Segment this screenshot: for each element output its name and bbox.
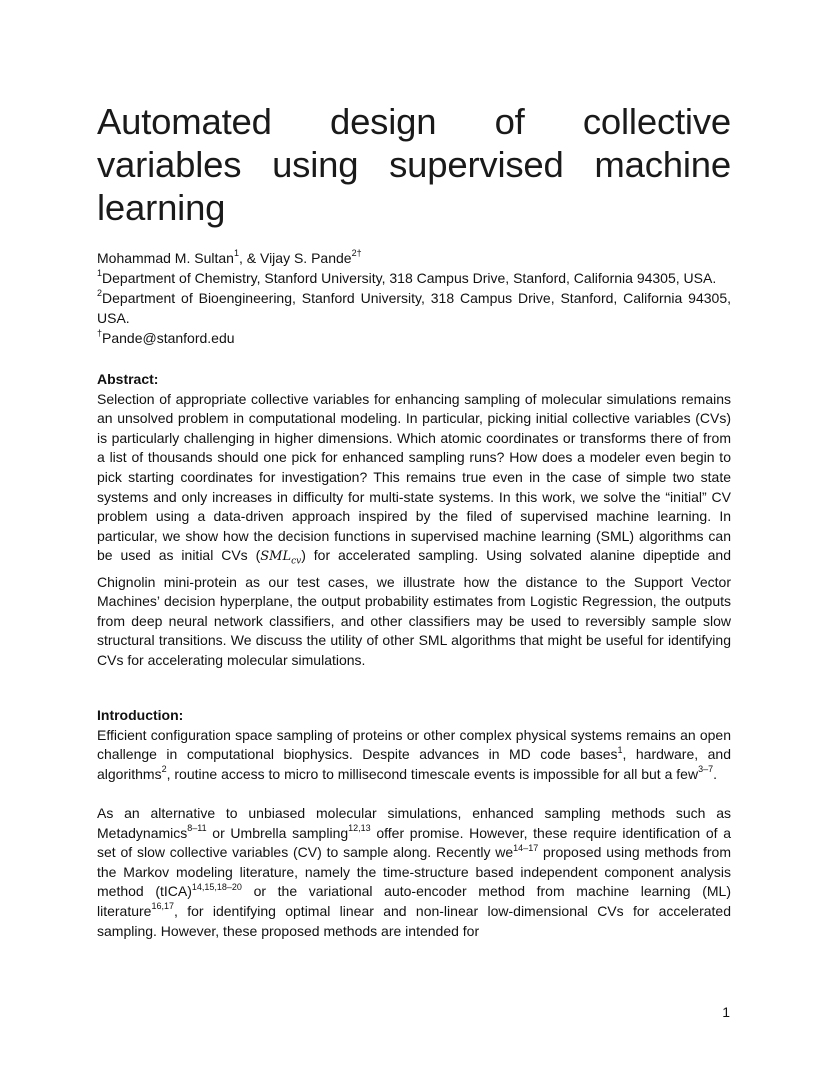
author-name-1: Mohammad M. Sultan [97,250,234,266]
author-name-2: Vijay S. Pande [259,250,352,266]
intro-text: or the variational auto-encoder method from machine learning (ML) literature [97,883,731,919]
header-block [97,100,731,348]
author-separator: , & [238,250,260,266]
citation-sup: 14,15,18–20 [191,881,242,892]
citation-sup: 16,17 [151,901,174,912]
citation-sup: 1 [617,744,623,755]
intro-paragraph-2 [97,804,731,941]
page-number: 1 [722,1004,730,1020]
introduction-section [97,706,731,941]
math-main: SML [260,549,292,565]
paper-title: Automated design of collective variables using supervised machine learning [97,101,731,228]
author-block [97,248,731,348]
intro-text: . [713,765,717,782]
citation-sup: 12,13 [348,822,371,833]
intro-text: offer promise. However, these require identification of a set of slow collective variables (CV) to sample along. Recently we [97,824,731,861]
citation-sup: 2 [161,764,167,775]
intro-paragraph-1 [97,726,731,785]
intro-text: As an alternative to unbiased molecular simulations, enhanced sampling methods such as Metadynamics [97,804,731,841]
citation-sup: 3–7 [698,764,714,775]
intro-text: proposed using methods from the Markov modeling literature, namely the time-structure based independent component analysis method (tICA) [97,844,731,900]
intro-text: or Umbrella sampling [206,824,349,841]
intro-text: , for identifying optimal linear and non-linear low-dimensional CVs for accelerated sampling. However, these proposed methods are intended for [97,902,731,939]
intro-text: Efficient configuration space sampling of proteins or other complex physical systems remains an open challenge in computational biophysics. Despite advances in MD code bases [97,726,731,763]
abstract-section [97,370,731,671]
abstract-text-b: ) for accelerated sampling. Using solvated alanine dipeptide and Chignolin mini-protein as our test cases, we illustrate how the distance to the Support Vector Machines’ decision hyperplane, the output probability estimates from Logistic Regression, the outputs from deep neural network classifiers, and other classifiers may be used to reversibly sample slow structural transitions. We discuss the utility of other SML algorithms that might be useful for identifying CVs for accelerating molecular simulations. [97,547,731,668]
abstract-heading: Abstract: [97,371,159,387]
math-subscript: cv [291,556,302,567]
introduction-heading: Introduction: [97,707,184,723]
author-sup-1: 1 [233,248,239,259]
affiliation-1 [97,268,731,288]
contact-email [97,328,731,348]
citation-sup: 8–11 [187,822,207,833]
affiliation-mark: 2 [97,288,103,299]
affiliation-2 [97,288,731,328]
intro-text: , hardware, and algorithms [97,746,731,782]
affiliation-text: Department of Chemistry, Stanford University, 318 Campus Drive, Stanford, California 94305, USA. [102,270,717,286]
citation-sup: 14–17 [513,842,539,853]
author-line [97,248,731,268]
affiliation-text: Department of Bioengineering, Stanford University, 318 Campus Drive, Stanford, California 94305, USA. [97,290,731,326]
math-sml-cv [260,549,302,567]
abstract-paragraph [97,390,731,671]
affiliation-mark: † [97,328,103,339]
affiliation-mark: 1 [97,268,103,279]
email-text: Pande@stanford.edu [102,330,235,346]
author-sup-2: 2† [351,248,362,259]
abstract-text-a: Selection of appropriate collective variables for enhancing sampling of molecular simulations remains an unsolved problem in computational modeling. In particular, picking initial collective variables (CVs) is particularly challenging in higher dimensions. Which atomic coordinates or transforms there of from a list of thousands should one pick for enhanced sampling runs? How does a modeler even begin to pick starting coordinates for investigation? This remains true even in the case of simple two state systems and only increases in difficulty for multi-state systems. In this work, we solve the “initial” CV problem using a data-driven approach inspired by the filed of supervised machine learning. In particular, we show how the decision functions in supervised machine learning (SML) algorithms can be used as initial CVs ( [97,390,731,564]
intro-text: , routine access to micro to millisecond timescale events is impossible for all but a few [166,765,699,782]
